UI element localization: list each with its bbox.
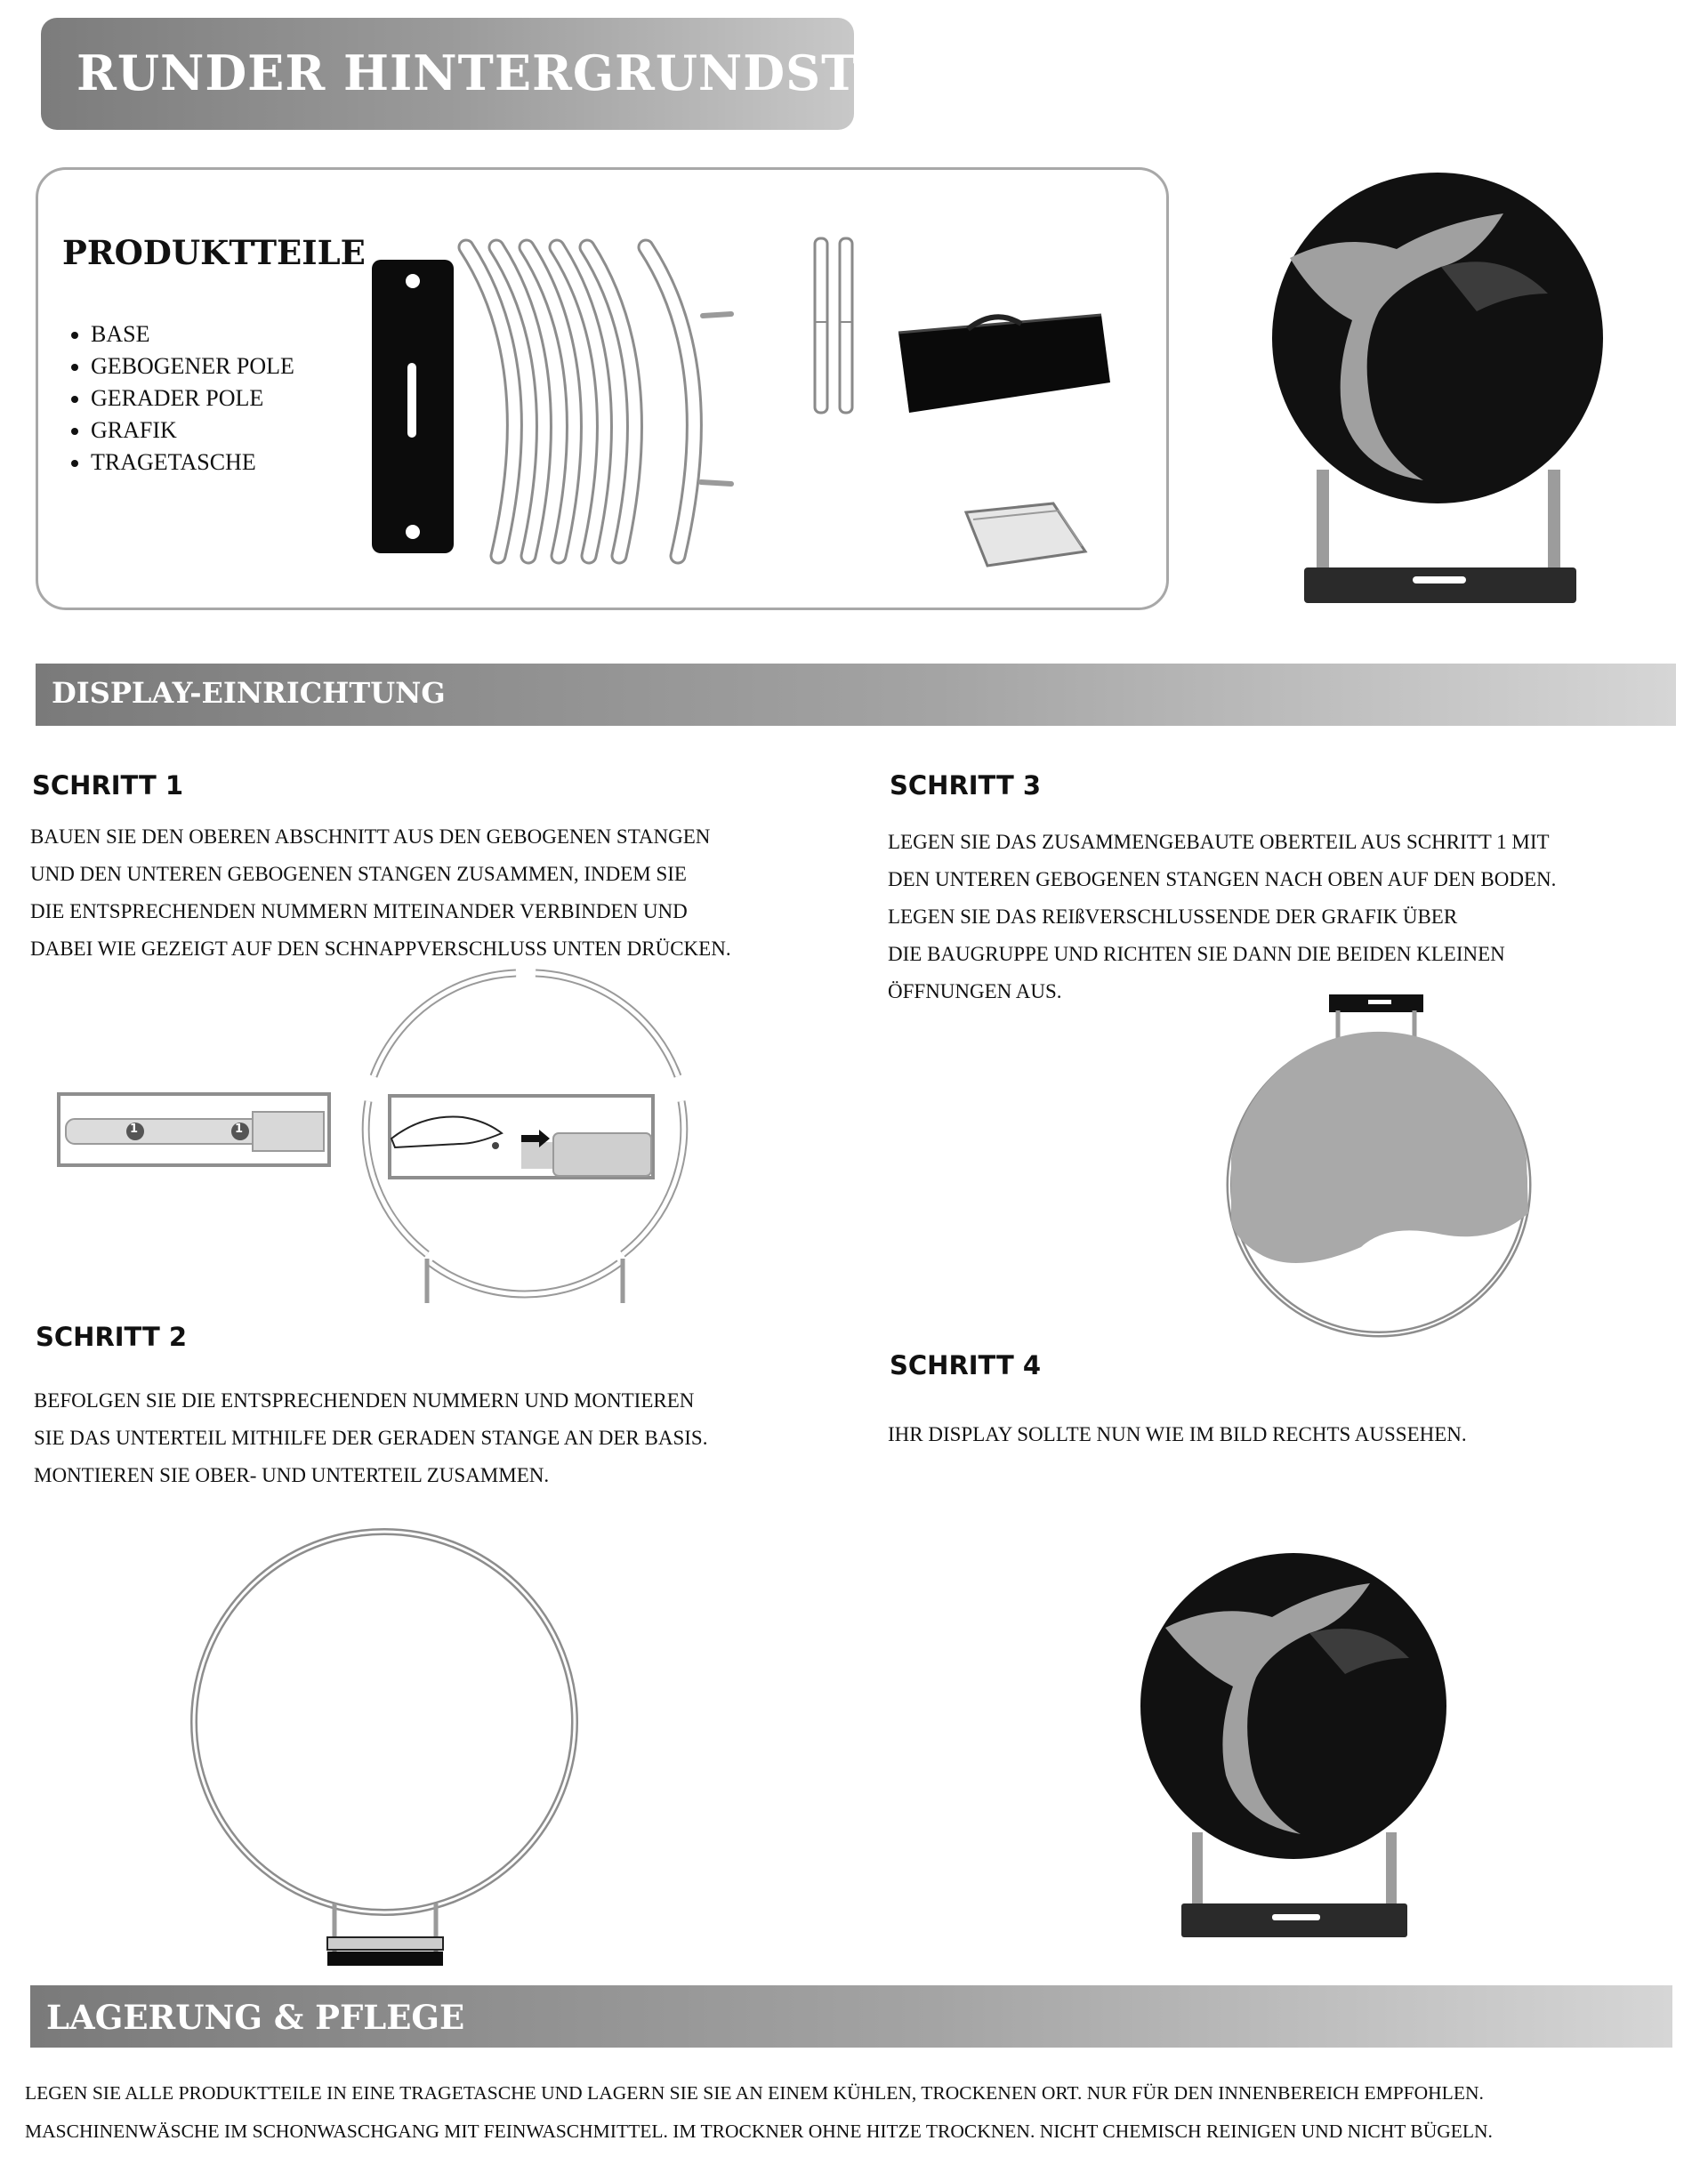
setup-heading: DISPLAY-EINRICHTUNG xyxy=(52,676,446,710)
step1-text: BAUEN SIE DEN OBEREN ABSCHNITT AUS DEN GEBOGENEN STANGEN UND DEN UNTEREN GEBOGENEN STANGEN ZUSAMMEN, INDEM SIE DIE ENTSPRECHENDEN NUMMERN MITEINANDER VERBINDEN UND DABEI WIE GEZEIGT AUF DEN SCHNAPPVERSCHLUSS UNTEN DRÜCKEN. xyxy=(30,825,731,960)
finished-display-illustration xyxy=(1210,169,1672,614)
parts-list-item: GRAFIK xyxy=(71,414,294,447)
step4-title: SCHRITT 4 xyxy=(890,1350,1042,1380)
parts-title: PRODUKTTEILE xyxy=(62,233,366,272)
step4-display-illustration xyxy=(1103,1512,1486,1939)
step2-frame-illustration xyxy=(178,1512,587,1975)
step3-text: LEGEN SIE DAS ZUSAMMENGEBAUTE OBERTEIL AUS SCHRITT 1 MIT DEN UNTEREN GEBOGENEN STANGEN NACH OBEN AUF DEN BODEN. LEGEN SIE DAS REIßVERSCHLUSSENDE DER GRAFIK ÜBER DIE BAUGRUPPE UND RICHTEN SIE DANN DIE BEIDEN KLEINEN ÖFFNUNGEN AUS. xyxy=(888,831,1557,1002)
care-heading: LAGERUNG & PFLEGE xyxy=(46,1998,465,2037)
parts-list-item: BASE xyxy=(71,318,294,350)
care-text: LEGEN SIE ALLE PRODUKTTEILE IN EINE TRAGETASCHE UND LAGERN SIE SIE AN EINEM KÜHLEN, TROCKENEN ORT. NUR FÜR DEN INNENBEREICH EMPFOHLEN. MASCHINENWÄSCHE IM SCHONWASCHGANG MIT FEINWASCHMITTEL. IM TROCKNER OHNE HITZE TROCKNEN. NICHT CHEMISCH REINIGEN UND NICHT BÜGELN. xyxy=(25,2082,1493,2142)
step1-hand-inset xyxy=(388,1094,657,1179)
parts-list-item: GEBOGENER POLE xyxy=(71,350,294,382)
straight-poles-illustration xyxy=(810,233,872,420)
connector-number-2: 1 xyxy=(235,1123,244,1136)
parts-list xyxy=(71,318,294,479)
connector-number-1: 1 xyxy=(130,1123,139,1136)
curved-poles-illustration xyxy=(445,231,765,569)
parts-list-item: GERADER POLE xyxy=(71,382,294,414)
step4-text: IHR DISPLAY SOLLTE NUN WIE IM BILD RECHTS AUSSEHEN. xyxy=(888,1423,1467,1445)
folded-graphic-illustration xyxy=(961,500,1094,571)
carrying-bag-illustration xyxy=(888,302,1119,418)
step2-title: SCHRITT 2 xyxy=(36,1322,188,1352)
step2-text: BEFOLGEN SIE DIE ENTSPRECHENDEN NUMMERN UND MONTIEREN SIE DAS UNTERTEIL MITHILFE DER GERADEN STANGE AN DER BASIS. MONTIEREN SIE OBER- UND UNTERTEIL ZUSAMMEN. xyxy=(34,1389,708,1486)
step1-connector-inset xyxy=(57,1092,333,1169)
parts-list-item: TRAGETASCHE xyxy=(71,447,294,479)
step1-title: SCHRITT 1 xyxy=(32,770,184,801)
step3-graphic-illustration xyxy=(1210,989,1548,1345)
page-title: RUNDER HINTERGRUNDSTÄNDER xyxy=(77,44,1059,101)
step3-title: SCHRITT 3 xyxy=(890,770,1042,801)
